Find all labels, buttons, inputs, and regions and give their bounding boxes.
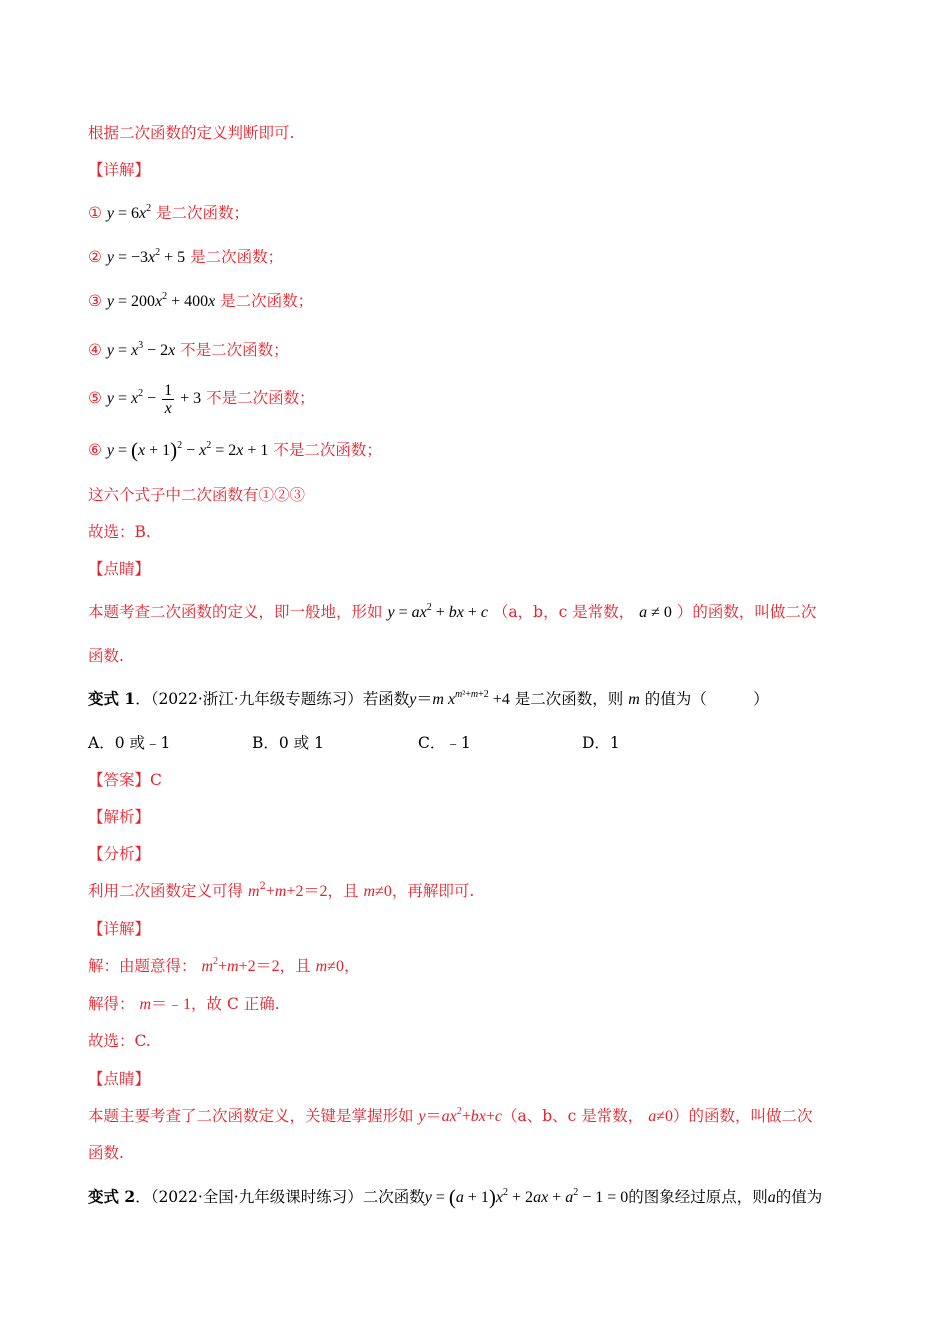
solved-text-b: ，故 C 正确. xyxy=(191,995,280,1013)
comment-line-2: 函数. xyxy=(88,647,124,665)
option-b[interactable]: B．0 或 1 xyxy=(252,734,324,752)
choose-c-line: 故选：C. xyxy=(88,1032,151,1050)
item-3-text: 是二次函数； xyxy=(220,292,314,310)
comment-text-a: 本题考查二次函数的定义，即一般地，形如 xyxy=(88,603,383,621)
option-d[interactable]: D．1 xyxy=(582,734,620,752)
solution-line-judge: 根据二次函数的定义判断即可. xyxy=(88,124,295,142)
variant-1-source: ．（2022·浙江·九年级专题练习）若函数 xyxy=(135,690,410,708)
answer-line: 【答案】C xyxy=(88,771,162,789)
item-6: ⑥ $y = (x + 1)^2 - x^2 = 2x + 1$ 不是二次函数； xyxy=(88,438,382,462)
item-4-text: 不是二次函数； xyxy=(180,341,289,359)
fenxi-text-c: ，再解即可. xyxy=(391,882,475,900)
item-6-text: 不是二次函数； xyxy=(273,441,382,459)
section-comment-heading: 【点睛】 xyxy=(88,560,151,578)
comment-text-b: （a，b，c 是常数， xyxy=(492,603,635,621)
solved-text-a: 解得： xyxy=(88,995,135,1013)
item-1-text: 是二次函数； xyxy=(156,204,250,222)
solution-text-b: ，且 xyxy=(279,957,311,975)
variant-1-end: 的值为（ ） xyxy=(644,690,769,708)
comment-2-text-a: 本题主要考查了二次函数定义，关键是掌握形如 xyxy=(88,1107,414,1125)
summary-line: 这六个式子中二次函数有①②③ xyxy=(88,486,306,504)
detail-heading-2: 【详解】 xyxy=(88,920,151,938)
variant-1-tail: 是二次函数，则 xyxy=(514,690,624,708)
solution-line-1: 解：由题意得： $m^2+m+2=2$，且 m≠0， xyxy=(88,956,360,975)
options-row xyxy=(88,732,788,754)
comment-heading-2: 【点睛】 xyxy=(88,1070,151,1088)
comment-text-c: ）的函数，叫做二次 xyxy=(676,603,817,621)
choose-b-line: 故选：B. xyxy=(88,523,151,541)
comment-2-text-c: ）的函数，叫做二次 xyxy=(672,1107,813,1125)
variant-2-end: 的值为 xyxy=(775,1188,823,1206)
comment-2-text-b: （a、b、c 是常数， xyxy=(501,1107,644,1125)
variant-2-label: 变式 2 xyxy=(88,1187,136,1206)
option-c[interactable]: C．﹣1 xyxy=(418,734,471,752)
section-detail-heading: 【详解】 xyxy=(88,161,151,179)
variant-2-source: ．（2022·全国·九年级课时练习）二次函数 xyxy=(135,1188,425,1206)
item-2-text: 是二次函数； xyxy=(190,248,284,266)
comment-2-line-2: 函数. xyxy=(88,1144,124,1162)
solution-text-a: 解：由题意得： xyxy=(88,957,197,975)
fenxi-text: 利用二次函数定义可得 $m^2+m+2=2$，且 m≠0，再解即可. xyxy=(88,881,475,900)
comment-line-1: 本题考查二次函数的定义，即一般地，形如 $y = ax^2$ + bx + c （a，b，c 是常数， a ≠ 0 ）的函数，叫做二次 xyxy=(88,602,817,621)
analysis-heading: 【解析】 xyxy=(88,808,151,826)
item-1: ① $y = 6x^2$ 是二次函数； xyxy=(88,203,250,222)
item-2: ② $y = -3x^2 + 5$ 是二次函数； xyxy=(88,247,284,266)
variant-2-question: 变式 2．（2022·全国·九年级课时练习）二次函数$y = (a + 1)x^2 + 2ax + a^2 - 1 = 0$的图象经过原点，则a的值为 xyxy=(88,1185,823,1209)
variant-2-tail: 的图象经过原点，则 xyxy=(628,1188,768,1206)
item-4: ④ $y = x^3 - 2x$ 不是二次函数； xyxy=(88,340,289,359)
solution-line-2: 解得： m＝﹣1，故 C 正确. xyxy=(88,995,280,1013)
item-5-text: 不是二次函数； xyxy=(206,389,315,407)
fenxi-text-a: 利用二次函数定义可得 xyxy=(88,882,244,900)
variant-1-label: 变式 1 xyxy=(88,689,136,708)
fenxi-text-b: ，且 xyxy=(327,882,359,900)
fenxi-heading: 【分析】 xyxy=(88,845,151,863)
variant-1-question: 变式 1．（2022·浙江·九年级专题练习）若函数y＝m $x^{m^2+m+2} +4$ 是二次函数，则 m 的值为（ ） xyxy=(88,689,769,708)
comment-2-line-1: 本题主要考查了二次函数定义，关键是掌握形如 $y=ax^2+bx+c(a$、b、c 是常数， a≠0）的函数，叫做二次 xyxy=(88,1106,813,1125)
option-a[interactable]: A．0 或﹣1 xyxy=(88,734,171,752)
item-5: ⑤ $y = x^2$ − $\frac{1}{x}$ + 3 不是二次函数； xyxy=(88,381,315,417)
item-3: ③ $y = 200x^2 + 400x$ 是二次函数； xyxy=(88,291,314,310)
